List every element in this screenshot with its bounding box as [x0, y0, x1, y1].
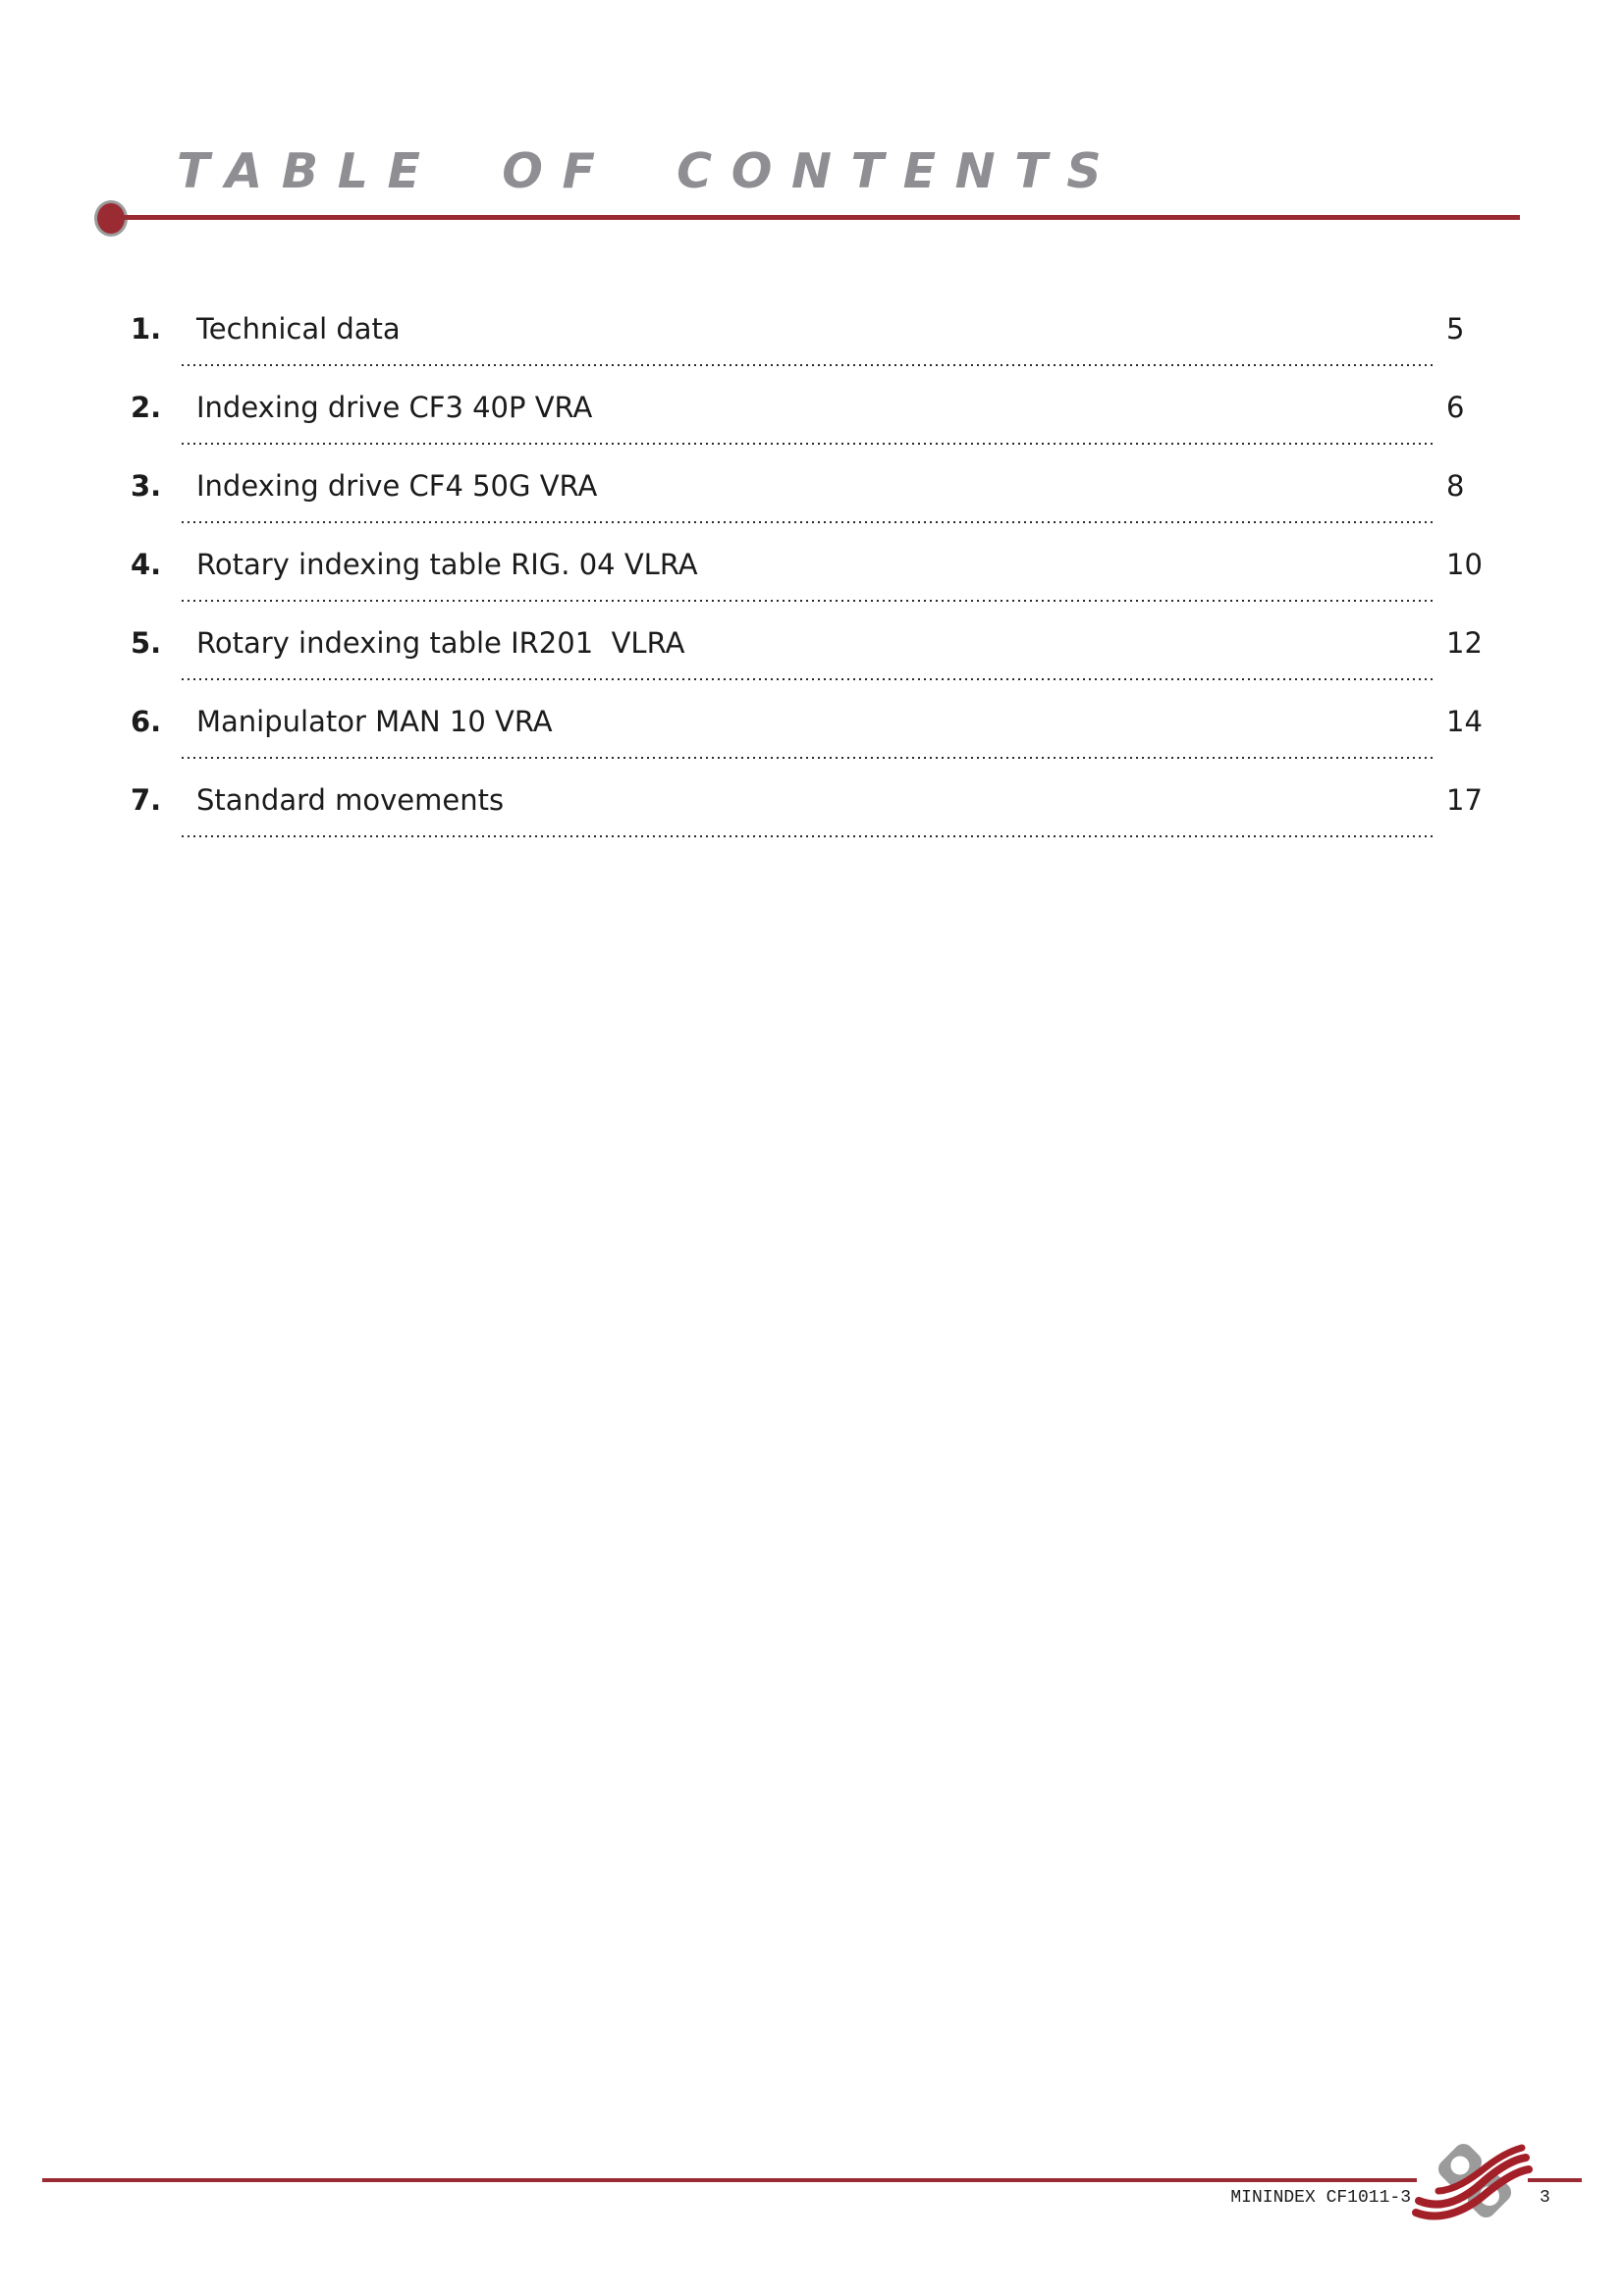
toc-entry [0, 628, 1624, 707]
minindex-swoosh-logo-icon [1411, 2139, 1533, 2221]
toc-entry-number: 1. [131, 312, 162, 346]
toc-entry-number: 4. [131, 548, 162, 581]
footer-page-number: 3 [1540, 2188, 1550, 2208]
toc-entry-title: Rotary indexing table IR201 VLRA [196, 626, 685, 660]
toc-entry [0, 314, 1624, 393]
toc-entry [0, 785, 1624, 864]
toc-entry [0, 550, 1624, 628]
toc-entry-page: 8 [1446, 469, 1465, 503]
footer-rule-left [42, 2178, 1417, 2182]
toc-entry-number: 6. [131, 705, 162, 738]
toc-entry-title: Manipulator MAN 10 VRA [196, 705, 553, 738]
toc-list [0, 314, 1624, 864]
toc-entry-number: 5. [131, 626, 162, 660]
toc-entry-page: 10 [1446, 548, 1483, 581]
toc-dotted-leader [182, 521, 1436, 524]
footer-doc-reference: MININDEX CF1011-3 [1230, 2188, 1411, 2208]
toc-entry-title: Technical data [196, 312, 401, 346]
toc-entry-number: 2. [131, 391, 162, 424]
toc-entry-number: 3. [131, 469, 162, 503]
toc-entry-page: 12 [1446, 626, 1483, 660]
toc-dotted-leader [182, 757, 1436, 760]
toc-dotted-leader [182, 364, 1436, 367]
toc-entry-title: Indexing drive CF4 50G VRA [196, 469, 598, 503]
toc-entry [0, 393, 1624, 471]
toc-entry-title: Indexing drive CF3 40P VRA [196, 391, 593, 424]
toc-entry-page: 14 [1446, 705, 1483, 738]
toc-dotted-leader [182, 600, 1436, 603]
toc-entry [0, 707, 1624, 785]
toc-entry-page: 6 [1446, 391, 1465, 424]
toc-entry-page: 5 [1446, 312, 1465, 346]
page-title: TABLE OF CONTENTS [177, 143, 1121, 199]
toc-dotted-leader [182, 835, 1436, 838]
toc-entry-page: 17 [1446, 783, 1483, 817]
toc-entry-title: Rotary indexing table RIG. 04 VLRA [196, 548, 698, 581]
toc-entry-number: 7. [131, 783, 162, 817]
title-underline-rule [108, 215, 1520, 220]
toc-entry [0, 471, 1624, 550]
footer-rule-right [1528, 2178, 1582, 2182]
toc-dotted-leader [182, 443, 1436, 446]
toc-entry-title: Standard movements [196, 783, 505, 817]
toc-dotted-leader [182, 678, 1436, 681]
